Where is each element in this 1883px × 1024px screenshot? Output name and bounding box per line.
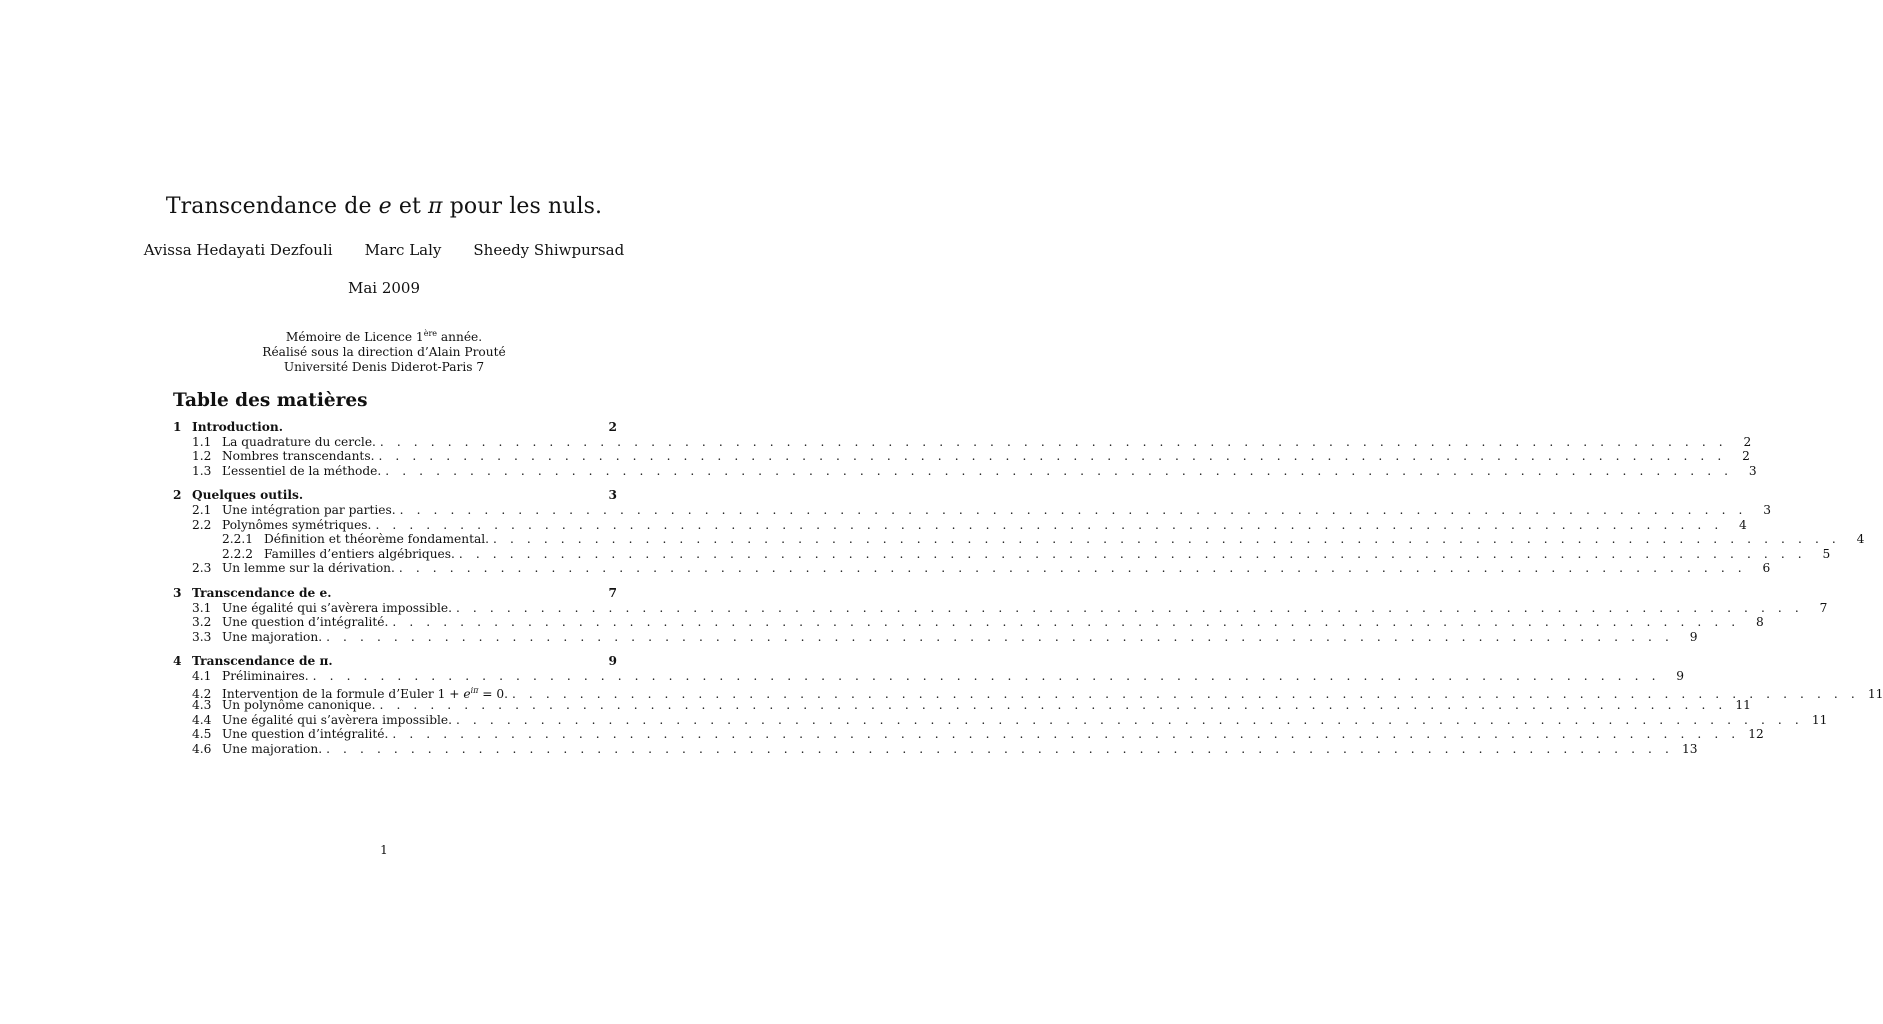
toc-entry [173,532,1865,547]
toc-entry [173,561,1771,576]
toc-entry-number: 2 [173,488,182,503]
toc-entry [173,517,1747,533]
toc-entry-number: 2.2.1 [222,532,254,547]
toc-entry-title: Transcendance de π. [192,654,333,669]
toc-entry-page: 9 [1676,668,1685,683]
title-part: pour les nuls. [442,194,603,219]
toc-entry [173,502,1771,518]
toc-entry-title: Un polynôme canonique. [222,698,376,713]
toc-entry-number: 4.6 [192,741,212,756]
toc-entry [173,488,617,503]
toc-leader-dots: . . . . . . . . . . . . . . . . . . . . . . . . . . . . . . . . . . . . . . . . . . . . . . . . . . . . . . . . . . . . . . . . . . . . . . . . . . . . . . . . [398,561,1747,576]
toc-entry [173,629,1698,645]
toc-entry-number: 3.1 [192,600,212,615]
toc-leader-dots: . . . . . . . . . . . . . . . . . . . . . . . . . . . . . . . . . . . . . . . . . . . . . . . . . . . . . . . . . . . . . . . . . . . . . . . . . . . . . . . . [378,449,1726,464]
toc-entry [173,615,1764,630]
memoir-line-2: Réalisé sous la direction d’Alain Prouté [262,345,506,360]
title-part: Transcendance de [165,194,379,219]
toc-entry-title: Intervention de la formule d’Euler $1 + e^{i\pi} = 0$. [222,685,508,701]
memoir-line-1 [0,326,768,345]
title-pi: π [428,194,443,219]
toc-entry-title: Polynômes symétriques. [222,517,372,532]
toc-entry [173,420,617,435]
toc-entry-number: 4.3 [192,698,212,713]
toc-entry-page: 6 [1762,561,1771,576]
toc-section [173,585,1828,644]
toc-entry [173,600,1828,616]
toc-entry-number: 1.3 [192,463,212,478]
toc-entry-title: Une intégration par parties. [222,502,396,517]
toc-entry [173,449,1750,464]
toc-entry-number: 2.1 [192,502,212,517]
toc-entry-page: 9 [1689,629,1698,644]
memoir-line-3: Université Denis Diderot-Paris 7 [283,360,485,375]
toc-leader-dots: . . . . . . . . . . . . . . . . . . . . . . . . . . . . . . . . . . . . . . . . . . . . . . . . . . . . . . . . . . . . . . . . . . . . . . . . . . . . . . . . [392,615,1740,630]
toc-entry-number: 4.4 [192,712,212,727]
memoir-text: année. [437,330,483,345]
toc-leader-dots: . . . . . . . . . . . . . . . . . . . . . . . . . . . . . . . . . . . . . . . . . . . . . . . . . . . . . . . . . . . . . . . . . . . . . . . . . . . . . . . . [493,532,1841,547]
page-number: 1 [380,843,388,857]
author: Avissa Hedayati Dezfouli [143,241,333,259]
toc-entry-page: 7 [1819,600,1828,615]
toc-entry-page: 7 [608,585,617,600]
toc-entry-number: 1.1 [192,434,212,449]
toc-leader-dots: . . . . . . . . . . . . . . . . . . . . . . . . . . . . . . . . . . . . . . . . . . . . . . . . . . . . . . . . . . . . . . . . . . . . . . . . . . . . . . . . [375,517,1723,532]
toc-leader-dots: . . . . . . . . . . . . . . . . . . . . . . . . . . . . . . . . . . . . . . . . . . . . . . . . . . . . . . . . . . . . . . . . . . . . . . . . . . . . . . . . [379,698,1727,713]
author: Sheedy Shiwpursad [473,241,625,259]
toc-entry-page: 11 [1811,712,1828,727]
toc-entry-page: 4 [1856,532,1865,547]
toc-entry-page: 13 [1681,741,1698,756]
toc-entry-title: Introduction. [192,420,284,434]
toc-entry-page: 2 [1742,449,1750,464]
toc-entry-page: 3 [1763,502,1771,517]
toc-entry-title: Définition et théorème fondamental. [264,532,489,547]
toc-entry-title: L’essentiel de la méthode. [222,463,382,478]
author: Marc Laly [364,241,442,259]
toc-entry-page: 5 [1822,546,1831,561]
toc-entry-page: 11 [1735,698,1751,713]
toc-entry [173,463,1757,479]
toc-entry-page: 11 [1867,686,1883,701]
toc-leader-dots: . . . . . . . . . . . . . . . . . . . . . . . . . . . . . . . . . . . . . . . . . . . . . . . . . . . . . . . . . . . . . . . . . . . . . . . . . . . . . . . . [385,463,1733,478]
title-e: e [378,194,392,219]
toc-leader-dots: . . . . . . . . . . . . . . . . . . . . . . . . . . . . . . . . . . . . . . . . . . . . . . . . . . . . . . . . . . . . . . . . . . . . . . . . . . . . . . . . [455,712,1804,727]
toc-entry-page: 12 [1748,727,1764,742]
toc-entry-number: 4.2 [192,686,212,701]
toc-entry-title: Une question d’intégralité. [222,727,389,742]
toc-entry-title: Un lemme sur la dérivation. [222,561,395,576]
toc-section [173,420,1757,478]
toc-section [173,488,1865,576]
table-of-contents [173,420,1883,766]
toc-entry-number: 3.2 [192,615,212,630]
title-part: et [391,194,429,219]
toc-entry [173,586,617,601]
toc-entry-title: Quelques outils. [192,488,304,503]
toc-leader-dots: . . . . . . . . . . . . . . . . . . . . . . . . . . . . . . . . . . . . . . . . . . . . . . . . . . . . . . . . . . . . . . . . . . . . . . . . . . . . . . . . [326,629,1674,644]
toc-entry [173,654,617,669]
toc-entry-number: 4.1 [192,668,212,683]
toc-leader-dots: . . . . . . . . . . . . . . . . . . . . . . . . . . . . . . . . . . . . . . . . . . . . . . . . . . . . . . . . . . . . . . . . . . . . . . . . . . . . . . . . [455,600,1804,615]
toc-entry-page: 2 [1743,434,1752,449]
toc-entry [173,741,1698,757]
document-title [0,194,768,219]
toc-entry-title: Préliminaires. [222,668,309,683]
toc-entry-title: Nombres transcendants. [222,449,375,464]
toc-entry-page: 8 [1756,615,1764,630]
toc-entry-title: Une majoration. [222,629,323,644]
toc-entry-page: 3 [608,488,617,503]
toc-leader-dots: . . . . . . . . . . . . . . . . . . . . . . . . . . . . . . . . . . . . . . . . . . . . . . . . . . . . . . . . . . . . . . . . . . . . . . . . . . . . . . . . [458,546,1807,561]
toc-leader-dots: . . . . . . . . . . . . . . . . . . . . . . . . . . . . . . . . . . . . . . . . . . . . . . . . . . . . . . . . . . . . . . . . . . . . . . . . . . . . . . . . [326,741,1674,756]
toc-entry-number: 3 [173,585,182,600]
toc-leader-dots: . . . . . . . . . . . . . . . . . . . . . . . . . . . . . . . . . . . . . . . . . . . . . . . . . . . . . . . . . . . . . . . . . . . . . . . . . . . . . . . . [392,727,1740,742]
toc-leader-dots: . . . . . . . . . . . . . . . . . . . . . . . . . . . . . . . . . . . . . . . . . . . . . . . . . . . . . . . . . . . . . . . . . . . . . . . . . . . . . . . . [312,668,1661,683]
toc-section [173,654,1883,756]
toc-leader-dots: . . . . . . . . . . . . . . . . . . . . . . . . . . . . . . . . . . . . . . . . . . . . . . . . . . . . . . . . . . . . . . . . . . . . . . . . . . . . . . . . [399,502,1747,517]
toc-entry-number: 2.2.2 [222,546,254,561]
memoir-text: Mémoire de Licence 1 [285,330,424,345]
toc-entry [173,684,1883,701]
toc-entry-number: 4 [173,654,182,669]
toc-entry-number: 1.2 [192,449,212,464]
toc-entry [173,712,1828,728]
toc-heading: Table des matières [173,390,368,411]
toc-entry-title: La quadrature du cercle. [222,434,376,449]
toc-entry-title: Une majoration. [222,741,323,756]
toc-entry-page: 4 [1739,517,1747,532]
toc-entry-title: Une égalité qui s’avèrera impossible. [222,600,452,615]
toc-leader-dots: . . . . . . . . . . . . . . . . . . . . . . . . . . . . . . . . . . . . . . . . . . . . . . . . . . . . . . . . . . . . . . . . . . . . . . . . . . . . . . . . [379,434,1728,449]
memoir-block [0,326,768,375]
toc-entry-page: 9 [608,654,617,669]
toc-entry-number: 3.3 [192,629,212,644]
authors [0,241,768,259]
toc-entry-number: 4.5 [192,727,212,742]
toc-entry [173,668,1685,684]
toc-entry [173,546,1831,562]
toc-entry-title: Une question d’intégralité. [222,615,389,630]
toc-leader-dots: . . . . . . . . . . . . . . . . . . . . . . . . . . . . . . . . . . . . . . . . . . . . . . . . . . . . . . . . . . . . . . . . . . . . . . . . . . . . . . . . [511,686,1860,701]
toc-entry-number: 2.3 [192,561,212,576]
memoir-superscript: ère [423,329,437,338]
toc-entry-title: Une égalité qui s’avèrera impossible. [222,712,452,727]
document-date: Mai 2009 [347,279,421,297]
toc-entry-page: 3 [1748,463,1757,478]
toc-entry-number: 2.2 [192,517,212,532]
toc-entry-title: Familles d’entiers algébriques. [264,546,455,561]
toc-entry-page: 2 [608,420,617,434]
toc-entry-title: Transcendance de e. [192,585,332,600]
toc-entry [173,434,1752,450]
toc-entry [173,698,1751,713]
toc-entry-number: 1 [173,420,182,434]
toc-entry [173,727,1764,742]
